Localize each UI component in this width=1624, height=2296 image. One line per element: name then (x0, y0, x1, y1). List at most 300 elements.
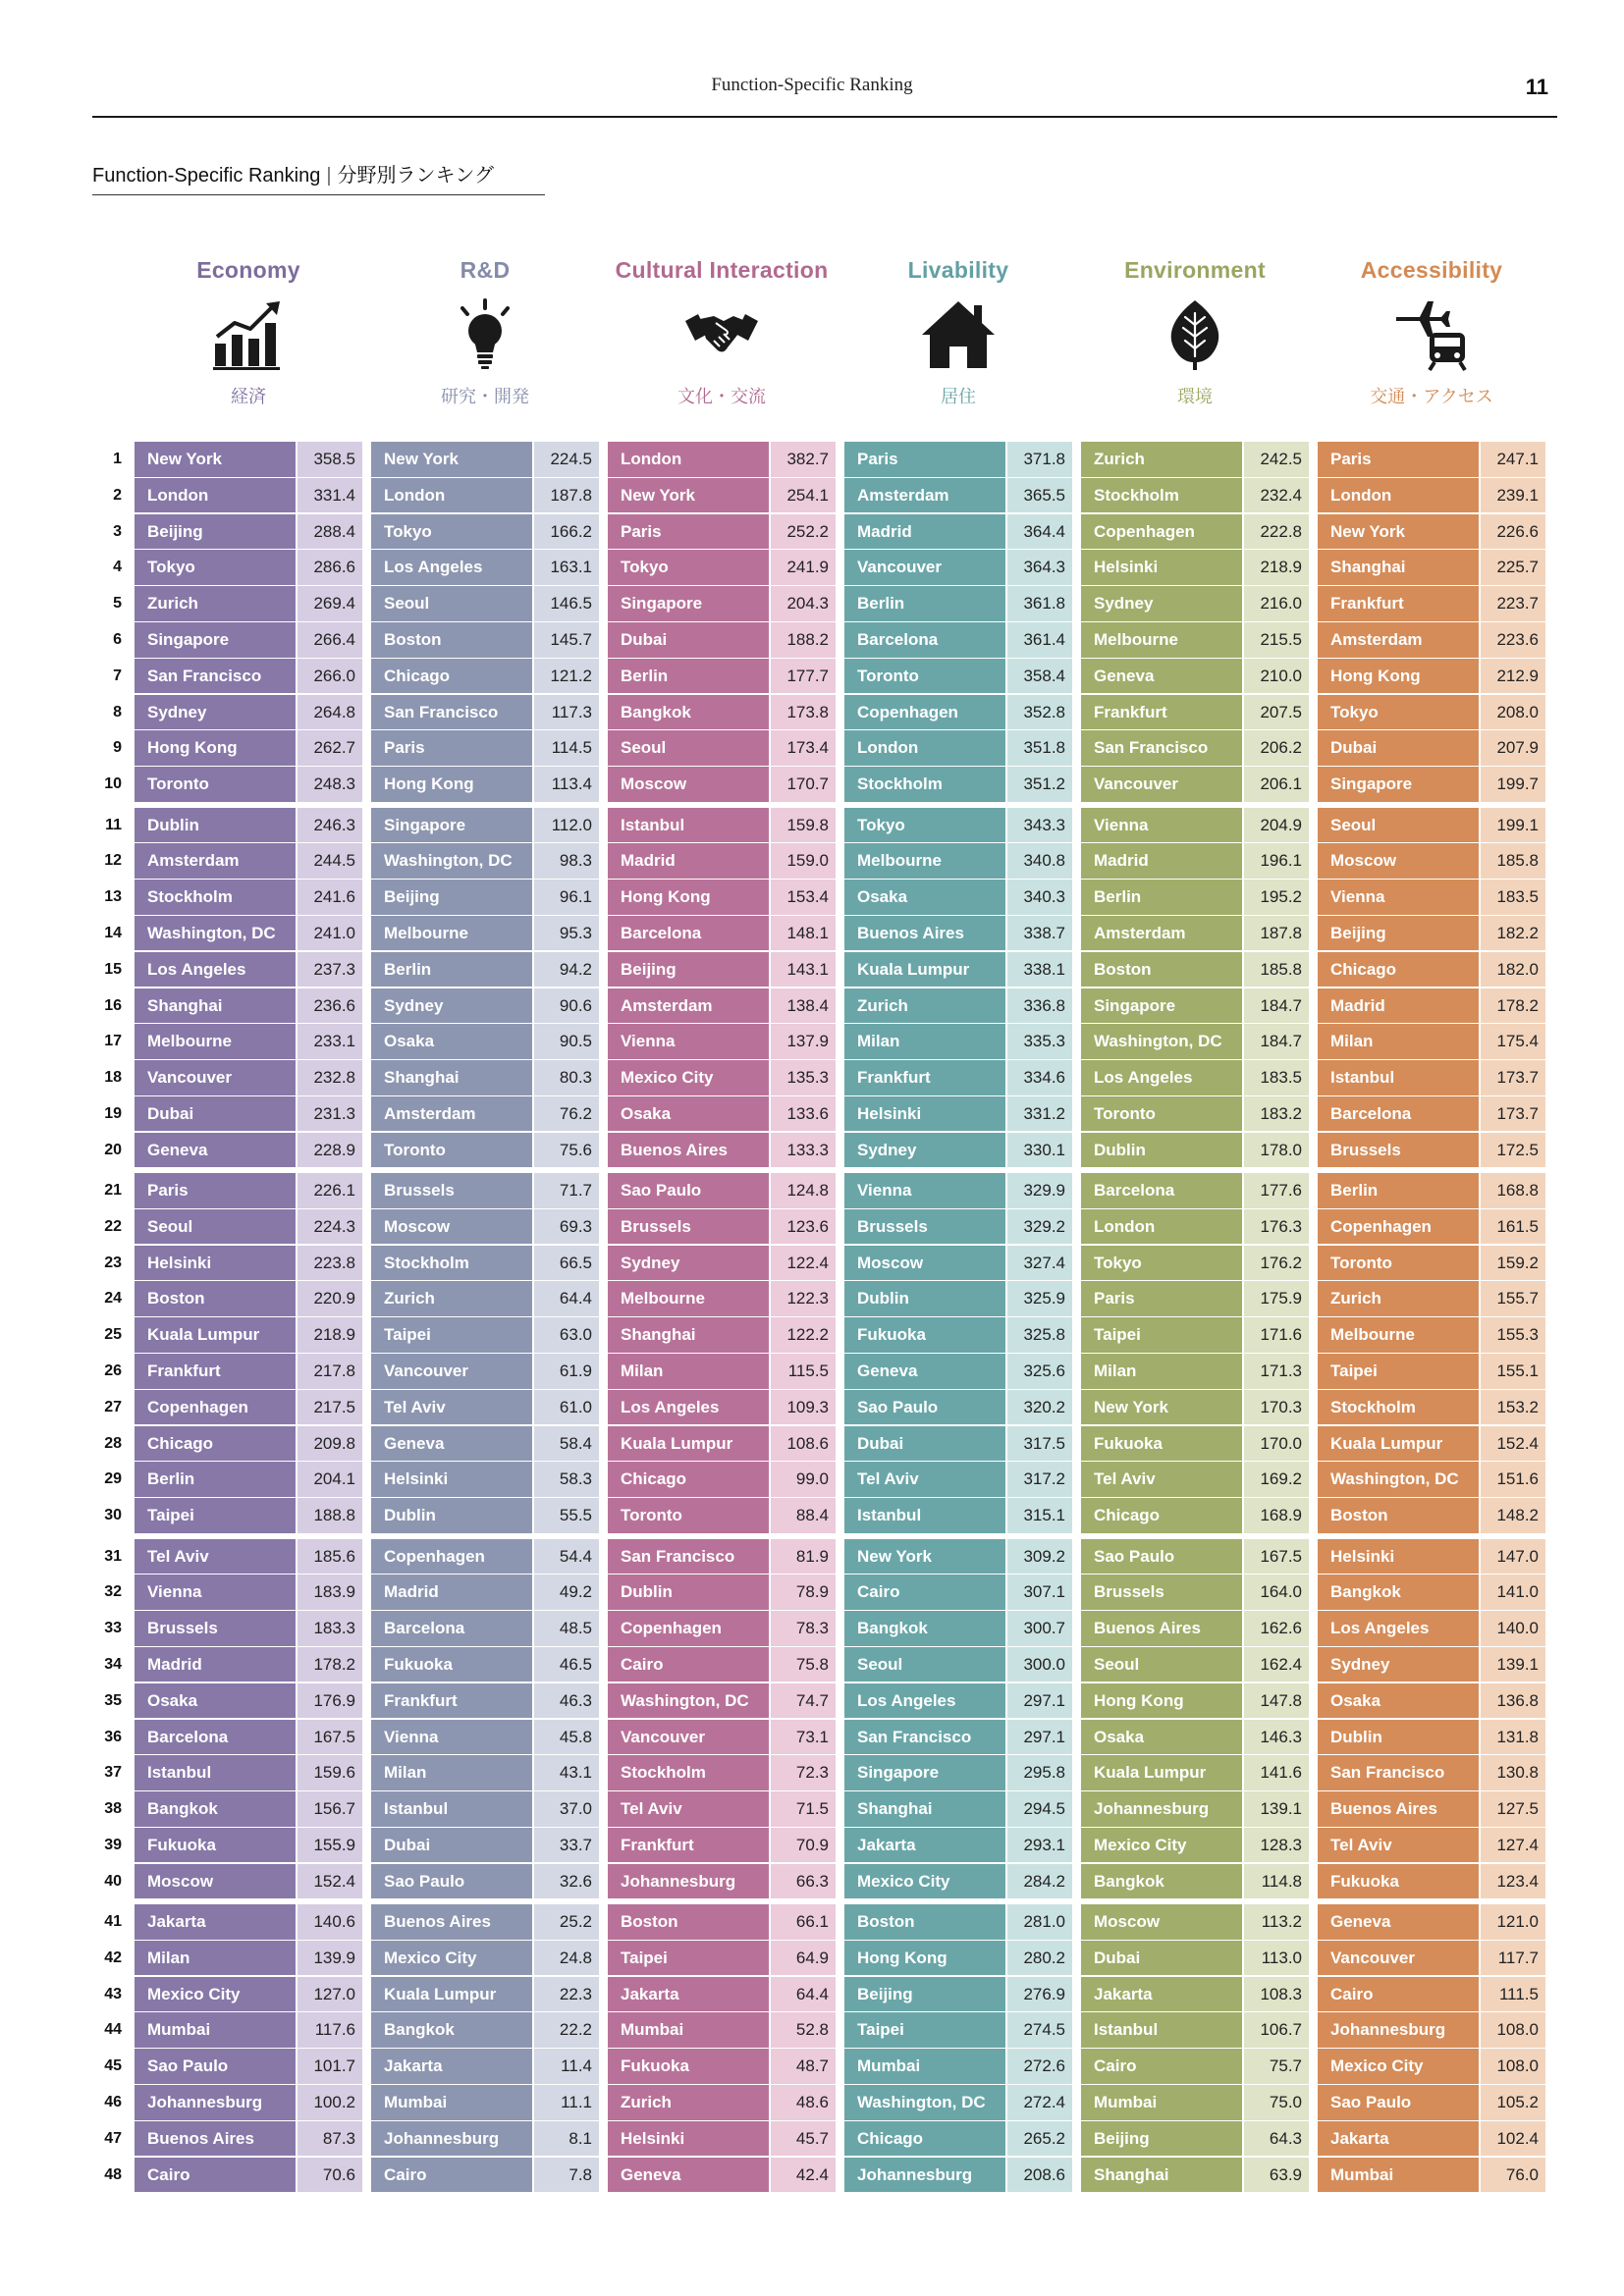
table-row (608, 1281, 836, 1316)
score-value: 204.9 (1244, 808, 1309, 843)
city-name: Shanghai (608, 1317, 769, 1353)
score-value: 139.9 (298, 1941, 362, 1976)
table-row (844, 916, 1072, 951)
score-value: 173.7 (1481, 1060, 1545, 1095)
table-row (844, 1246, 1072, 1281)
table-row (608, 1941, 836, 1976)
city-name: Bangkok (135, 1791, 296, 1827)
city-name: Fukuoka (371, 1647, 532, 1682)
score-value: 204.3 (771, 586, 836, 621)
score-value: 75.8 (771, 1647, 836, 1682)
city-name: Paris (608, 514, 769, 550)
score-value: 98.3 (534, 843, 599, 879)
table-row (608, 1246, 836, 1281)
city-name: Barcelona (844, 622, 1005, 658)
score-value: 95.3 (534, 916, 599, 951)
city-name: Dubai (1081, 1941, 1242, 1976)
table-row (135, 808, 362, 843)
score-value: 320.2 (1007, 1390, 1072, 1425)
table-row (1318, 1977, 1545, 2012)
city-name: Hong Kong (844, 1941, 1005, 1976)
table-row (844, 1096, 1072, 1132)
table-row (371, 1498, 599, 1533)
city-name: Los Angeles (1081, 1060, 1242, 1095)
score-value: 170.7 (771, 767, 836, 802)
rank-number: 17 (104, 1033, 122, 1050)
table-row (608, 767, 836, 802)
city-name: San Francisco (371, 695, 532, 730)
city-name: Madrid (608, 843, 769, 879)
city-name: Vancouver (1318, 1941, 1479, 1976)
city-name: Buenos Aires (844, 916, 1005, 951)
city-name: Hong Kong (1318, 659, 1479, 694)
table-row (371, 952, 599, 988)
table-row (1081, 2121, 1309, 2157)
city-name: Buenos Aires (1318, 1791, 1479, 1827)
score-value: 294.5 (1007, 1791, 1072, 1827)
score-value: 207.5 (1244, 695, 1309, 730)
table-row (844, 2012, 1072, 2048)
city-name: Paris (371, 730, 532, 766)
city-name: Madrid (371, 1575, 532, 1610)
score-value: 276.9 (1007, 1977, 1072, 2012)
table-row (371, 1611, 599, 1646)
table-row (608, 478, 836, 513)
column-header-livability (843, 257, 1073, 408)
table-row (1081, 1390, 1309, 1425)
table-row (135, 622, 362, 658)
city-name: Singapore (1081, 988, 1242, 1024)
table-row (1081, 695, 1309, 730)
score-value: 207.9 (1481, 730, 1545, 766)
score-value: 117.3 (534, 695, 599, 730)
city-name: Mumbai (1318, 2158, 1479, 2193)
city-name: Tokyo (1318, 695, 1479, 730)
score-value: 96.1 (534, 880, 599, 915)
table-row (844, 622, 1072, 658)
rank-number: 21 (104, 1182, 122, 1199)
city-name: Dubai (1318, 730, 1479, 766)
score-value: 114.5 (534, 730, 599, 766)
city-name: Copenhagen (608, 1611, 769, 1646)
rank-number: 46 (104, 2094, 122, 2110)
score-value: 364.4 (1007, 514, 1072, 550)
rank-number: 39 (104, 1836, 122, 1853)
score-value: 63.9 (1244, 2158, 1309, 2193)
score-value: 184.7 (1244, 988, 1309, 1024)
score-value: 108.6 (771, 1426, 836, 1462)
city-name: Tokyo (1081, 1246, 1242, 1281)
table-row (371, 1281, 599, 1316)
city-name: Mexico City (844, 1864, 1005, 1899)
city-name: Taipei (1081, 1317, 1242, 1353)
table-row (1081, 1498, 1309, 1533)
city-name: London (371, 478, 532, 513)
score-value: 361.8 (1007, 586, 1072, 621)
table-row (1081, 1024, 1309, 1059)
table-row (371, 988, 599, 1024)
score-value: 70.6 (298, 2158, 362, 2193)
city-name: Helsinki (371, 1462, 532, 1497)
city-name: Zurich (135, 586, 296, 621)
table-row (1081, 1426, 1309, 1462)
city-name: Sydney (844, 1133, 1005, 1168)
score-value: 248.3 (298, 767, 362, 802)
score-value: 185.8 (1244, 952, 1309, 988)
rank-number: 47 (104, 2129, 122, 2147)
table-row (608, 1791, 836, 1827)
score-value: 155.1 (1481, 1354, 1545, 1389)
city-name: Boston (844, 1904, 1005, 1940)
table-row (1081, 1209, 1309, 1245)
city-name: Dubai (844, 1426, 1005, 1462)
table-row (1318, 1462, 1545, 1497)
score-value: 124.8 (771, 1173, 836, 1208)
table-row (371, 1791, 599, 1827)
city-name: Jakarta (135, 1904, 296, 1940)
score-value: 183.5 (1481, 880, 1545, 915)
table-row (1318, 1281, 1545, 1316)
table-row (135, 550, 362, 585)
city-name: Madrid (135, 1647, 296, 1682)
rank-number: 3 (113, 522, 122, 540)
score-value: 121.2 (534, 659, 599, 694)
score-value: 233.1 (298, 1024, 362, 1059)
score-value: 127.4 (1481, 1828, 1545, 1863)
score-value: 177.6 (1244, 1173, 1309, 1208)
score-value: 45.7 (771, 2121, 836, 2157)
city-name: Milan (371, 1755, 532, 1790)
table-row (135, 1133, 362, 1168)
table-row (608, 550, 836, 585)
column-header-randd (370, 257, 600, 408)
table-row (1318, 695, 1545, 730)
score-value: 76.2 (534, 1096, 599, 1132)
score-value: 226.1 (298, 1173, 362, 1208)
city-name: Paris (135, 1173, 296, 1208)
city-name: Mumbai (844, 2049, 1005, 2084)
score-value: 167.5 (1244, 1539, 1309, 1575)
table-row (1081, 880, 1309, 915)
city-name: Mexico City (608, 1060, 769, 1095)
table-row (371, 1828, 599, 1863)
table-row (135, 1647, 362, 1682)
column-header-environment (1080, 257, 1310, 408)
rank-number: 44 (104, 2021, 122, 2039)
score-value: 78.3 (771, 1611, 836, 1646)
score-value: 183.5 (1244, 1060, 1309, 1095)
table-row (844, 1941, 1072, 1976)
score-value: 215.5 (1244, 622, 1309, 658)
table-row (1081, 442, 1309, 477)
score-value: 208.6 (1007, 2158, 1072, 2193)
score-value: 112.0 (534, 808, 599, 843)
score-value: 225.7 (1481, 550, 1545, 585)
score-value: 217.5 (298, 1390, 362, 1425)
score-value: 162.4 (1244, 1647, 1309, 1682)
rank-number: 41 (104, 1913, 122, 1930)
city-name: Vienna (844, 1173, 1005, 1208)
table-row (135, 1864, 362, 1899)
city-name: Brussels (135, 1611, 296, 1646)
table-row (371, 1864, 599, 1899)
table-row (608, 1060, 836, 1095)
city-name: Vancouver (371, 1354, 532, 1389)
table-row (1081, 1173, 1309, 1208)
city-name: Stockholm (608, 1755, 769, 1790)
city-name: Buenos Aires (1081, 1611, 1242, 1646)
rank-number: 6 (113, 631, 122, 648)
rank-number: 20 (104, 1141, 122, 1158)
score-value: 115.5 (771, 1354, 836, 1389)
city-name: Brussels (371, 1173, 532, 1208)
score-value: 152.4 (1481, 1426, 1545, 1462)
table-row (371, 1133, 599, 1168)
table-row (844, 1791, 1072, 1827)
score-value: 338.1 (1007, 952, 1072, 988)
score-value: 187.8 (1244, 916, 1309, 951)
city-name: Milan (135, 1941, 296, 1976)
city-name: Buenos Aires (135, 2121, 296, 2157)
city-name: Bangkok (1318, 1575, 1479, 1610)
city-name: Chicago (1318, 952, 1479, 988)
table-row (608, 695, 836, 730)
score-value: 155.9 (298, 1828, 362, 1863)
table-row (608, 916, 836, 951)
city-name: Dublin (1081, 1133, 1242, 1168)
table-row (608, 1575, 836, 1610)
city-name: Toronto (1318, 1246, 1479, 1281)
table-row (608, 843, 836, 879)
table-row (608, 442, 836, 477)
score-value: 122.4 (771, 1246, 836, 1281)
score-value: 196.1 (1244, 843, 1309, 879)
table-row (608, 1426, 836, 1462)
table-row (608, 1755, 836, 1790)
city-name: Toronto (135, 767, 296, 802)
table-row (1081, 550, 1309, 585)
city-name: Beijing (135, 514, 296, 550)
score-value: 48.6 (771, 2085, 836, 2120)
table-row (608, 2158, 836, 2193)
score-value: 153.4 (771, 880, 836, 915)
score-value: 105.2 (1481, 2085, 1545, 2120)
score-value: 66.3 (771, 1864, 836, 1899)
city-name: Vienna (1081, 808, 1242, 843)
score-value: 217.8 (298, 1354, 362, 1389)
rank-number: 37 (104, 1764, 122, 1782)
category-name: Environment (1124, 257, 1266, 283)
city-name: Fukuoka (1318, 1864, 1479, 1899)
table-row (371, 1647, 599, 1682)
city-name: Buenos Aires (371, 1904, 532, 1940)
score-value: 137.9 (771, 1024, 836, 1059)
score-value: 161.5 (1481, 1209, 1545, 1245)
table-row (844, 695, 1072, 730)
city-name: Vancouver (135, 1060, 296, 1095)
city-name: Hong Kong (608, 880, 769, 915)
city-name: Stockholm (1081, 478, 1242, 513)
table-row (1081, 1755, 1309, 1790)
table-row (371, 1317, 599, 1353)
city-name: Kuala Lumpur (371, 1977, 532, 2012)
city-name: Melbourne (1081, 622, 1242, 658)
city-name: Milan (1318, 1024, 1479, 1059)
table-row (1081, 1575, 1309, 1610)
score-value: 22.3 (534, 1977, 599, 2012)
score-value: 113.0 (1244, 1941, 1309, 1976)
city-name: Amsterdam (135, 843, 296, 879)
category-name: Cultural Interaction (615, 257, 829, 283)
category-name-jp: 研究・開発 (441, 387, 529, 406)
score-value: 37.0 (534, 1791, 599, 1827)
city-name: Dublin (135, 808, 296, 843)
table-row (844, 952, 1072, 988)
table-row (844, 1683, 1072, 1719)
city-name: San Francisco (844, 1720, 1005, 1755)
table-row (1318, 1246, 1545, 1281)
table-row (371, 1539, 599, 1575)
score-value: 71.7 (534, 1173, 599, 1208)
score-value: 123.6 (771, 1209, 836, 1245)
city-name: Beijing (1081, 2121, 1242, 2157)
city-name: Buenos Aires (608, 1133, 769, 1168)
score-value: 295.8 (1007, 1755, 1072, 1790)
score-value: 7.8 (534, 2158, 599, 2193)
score-value: 293.1 (1007, 1828, 1072, 1863)
score-value: 183.2 (1244, 1096, 1309, 1132)
city-name: Tel Aviv (608, 1791, 769, 1827)
city-name: Sydney (608, 1246, 769, 1281)
table-row (371, 1683, 599, 1719)
city-name: London (844, 730, 1005, 766)
table-row (608, 514, 836, 550)
city-name: Tel Aviv (844, 1462, 1005, 1497)
city-name: Seoul (371, 586, 532, 621)
rank-number: 15 (104, 960, 122, 978)
score-value: 159.0 (771, 843, 836, 879)
score-value: 232.8 (298, 1060, 362, 1095)
table-row (371, 767, 599, 802)
score-value: 159.8 (771, 808, 836, 843)
city-name: Frankfurt (135, 1354, 296, 1389)
score-value: 66.5 (534, 1246, 599, 1281)
city-name: San Francisco (1081, 730, 1242, 766)
score-value: 140.0 (1481, 1611, 1545, 1646)
table-row (1318, 1133, 1545, 1168)
city-name: Seoul (844, 1647, 1005, 1682)
score-value: 336.8 (1007, 988, 1072, 1024)
table-row (1318, 1611, 1545, 1646)
score-value: 241.6 (298, 880, 362, 915)
city-name: Taipei (371, 1317, 532, 1353)
rank-number: 19 (104, 1104, 122, 1122)
city-name: Kuala Lumpur (1081, 1755, 1242, 1790)
score-value: 331.4 (298, 478, 362, 513)
score-value: 141.6 (1244, 1755, 1309, 1790)
score-value: 175.4 (1481, 1024, 1545, 1059)
table-row (844, 2085, 1072, 2120)
table-row (608, 952, 836, 988)
table-row (371, 2121, 599, 2157)
city-name: Washington, DC (371, 843, 532, 879)
city-name: Frankfurt (1081, 695, 1242, 730)
city-name: Singapore (1318, 767, 1479, 802)
city-name: London (608, 442, 769, 477)
score-value: 11.1 (534, 2085, 599, 2120)
city-name: Vienna (1318, 880, 1479, 915)
rank-number: 30 (104, 1507, 122, 1524)
city-name: Berlin (135, 1462, 296, 1497)
rank-number: 38 (104, 1800, 122, 1818)
table-row (371, 659, 599, 694)
city-name: Osaka (608, 1096, 769, 1132)
table-row (608, 1096, 836, 1132)
city-name: Melbourne (844, 843, 1005, 879)
city-name: Tokyo (608, 550, 769, 585)
table-row (135, 1317, 362, 1353)
city-name: Helsinki (1318, 1539, 1479, 1575)
table-row (1081, 1096, 1309, 1132)
city-name: Geneva (1081, 659, 1242, 694)
score-value: 358.4 (1007, 659, 1072, 694)
city-name: Kuala Lumpur (135, 1317, 296, 1353)
city-name: Vancouver (1081, 767, 1242, 802)
table-row (844, 843, 1072, 879)
city-name: Washington, DC (1318, 1462, 1479, 1497)
table-row (1318, 1209, 1545, 1245)
score-value: 58.4 (534, 1426, 599, 1462)
city-name: Stockholm (135, 880, 296, 915)
score-value: 75.7 (1244, 2049, 1309, 2084)
city-name: Kuala Lumpur (844, 952, 1005, 988)
city-name: Boston (608, 1904, 769, 1940)
score-value: 187.8 (534, 478, 599, 513)
table-row (844, 1209, 1072, 1245)
table-row (135, 1209, 362, 1245)
table-row (1318, 586, 1545, 621)
city-name: Dubai (608, 622, 769, 658)
table-row (371, 1755, 599, 1790)
city-name: Tokyo (135, 550, 296, 585)
score-value: 351.8 (1007, 730, 1072, 766)
section-title-en: Function-Specific Ranking (92, 165, 321, 187)
score-value: 8.1 (534, 2121, 599, 2157)
table-row (608, 730, 836, 766)
city-name: Los Angeles (608, 1390, 769, 1425)
score-value: 199.1 (1481, 808, 1545, 843)
city-name: London (1081, 1209, 1242, 1245)
table-row (844, 808, 1072, 843)
table-row (608, 1024, 836, 1059)
city-name: Barcelona (371, 1611, 532, 1646)
score-value: 176.2 (1244, 1246, 1309, 1281)
city-name: Seoul (135, 1209, 296, 1245)
city-name: Barcelona (1318, 1096, 1479, 1132)
table-row (1318, 2049, 1545, 2084)
table-row (371, 1720, 599, 1755)
score-value: 178.2 (298, 1647, 362, 1682)
city-name: Geneva (1318, 1904, 1479, 1940)
handshake-icon (684, 297, 759, 372)
table-row (135, 916, 362, 951)
table-row (844, 2121, 1072, 2157)
table-row (135, 514, 362, 550)
score-value: 176.3 (1244, 1209, 1309, 1245)
city-name: Milan (1081, 1354, 1242, 1389)
city-name: Cairo (371, 2158, 532, 2193)
table-row (1081, 2085, 1309, 2120)
